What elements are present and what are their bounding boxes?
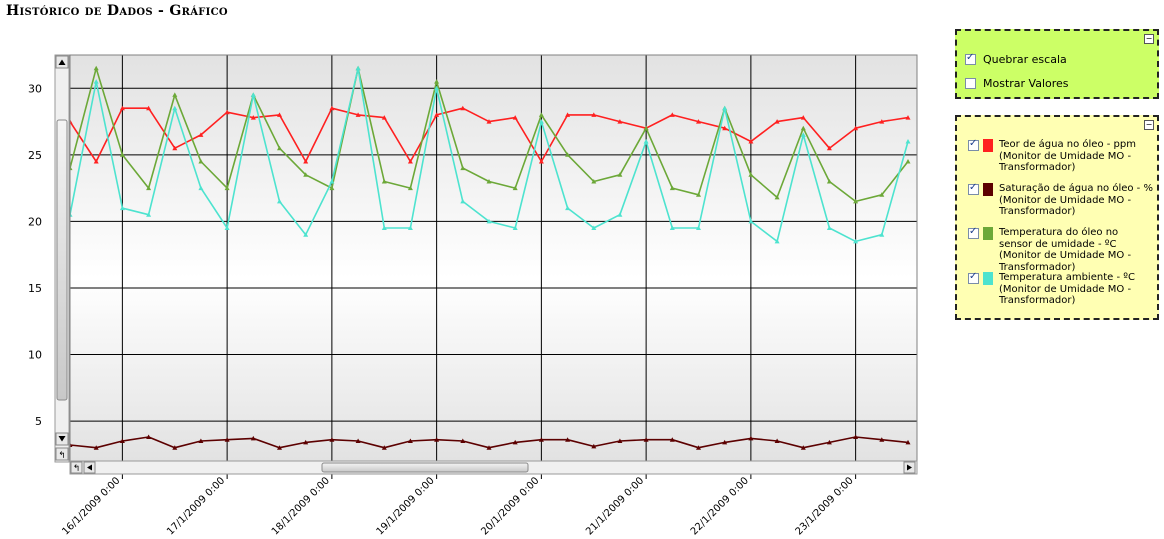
legend-label: Temperatura do óleo no sensor de umidade - ºC (Monitor de Umidade MO - Transformador) — [999, 227, 1132, 273]
x-tick-label: 23/1/2009 0:00 — [793, 475, 856, 538]
y-tick-label: 10 — [28, 348, 42, 362]
break-scale-label: Quebrar escala — [983, 53, 1067, 66]
vertical-scrollbar[interactable] — [55, 55, 69, 462]
y-tick-label: 20 — [28, 215, 42, 229]
y-tick-label: 15 — [28, 281, 42, 295]
options-collapse-button[interactable]: − — [1145, 34, 1153, 43]
legend-item — [963, 272, 1153, 307]
legend-checkbox[interactable] — [968, 273, 979, 284]
x-tick-label: 20/1/2009 0:00 — [479, 475, 542, 538]
y-tick-label: 30 — [28, 82, 42, 96]
page-title: Histórico de Dados - Gráfico — [6, 3, 228, 19]
horizontal-scrollbar[interactable] — [70, 461, 917, 474]
legend-swatch — [983, 227, 993, 240]
y-tick-label: 5 — [35, 415, 42, 429]
legend-panel — [955, 115, 1159, 320]
x-tick-label: 17/1/2009 0:00 — [165, 475, 228, 538]
x-tick-label: 16/1/2009 0:00 — [60, 475, 123, 538]
legend-label: Saturação de água no óleo - % (Monitor de Umidade MO - Transformador) — [999, 183, 1153, 217]
plot-area — [70, 55, 917, 461]
legend-swatch — [983, 139, 993, 152]
x-tick-label: 18/1/2009 0:00 — [269, 475, 332, 538]
legend-checkbox[interactable] — [968, 228, 979, 239]
show-values-label: Mostrar Valores — [983, 77, 1069, 90]
reset-zoom-icon: ↰ — [58, 451, 66, 461]
break-scale-checkbox[interactable] — [965, 54, 976, 65]
legend-checkbox[interactable] — [968, 184, 979, 195]
x-tick-label: 19/1/2009 0:00 — [374, 475, 437, 538]
legend-label: Teor de água no óleo - ppm (Monitor de Umidade MO - Transformador) — [999, 139, 1136, 173]
legend-collapse-button[interactable]: − — [1145, 120, 1153, 129]
y-tick-label: 25 — [28, 148, 42, 162]
legend-swatch — [983, 272, 993, 285]
reset-zoom-x-icon: ↰ — [72, 464, 81, 474]
show-values-option[interactable] — [965, 77, 1069, 90]
vertical-scroll-thumb[interactable] — [57, 120, 67, 400]
horizontal-scroll-thumb[interactable] — [322, 463, 528, 472]
x-tick-label: 21/1/2009 0:00 — [584, 475, 647, 538]
legend-swatch — [983, 183, 993, 196]
legend-item — [963, 227, 1153, 273]
x-tick-label: 22/1/2009 0:00 — [688, 475, 751, 538]
legend-label: Temperatura ambiente - ºC (Monitor de Umidade MO - Transformador) — [999, 272, 1135, 306]
legend-checkbox[interactable] — [968, 140, 979, 151]
options-panel — [955, 29, 1159, 99]
break-scale-option[interactable] — [965, 53, 1067, 66]
legend-item — [963, 183, 1153, 218]
show-values-checkbox[interactable] — [965, 78, 976, 89]
legend-item — [963, 139, 1153, 174]
